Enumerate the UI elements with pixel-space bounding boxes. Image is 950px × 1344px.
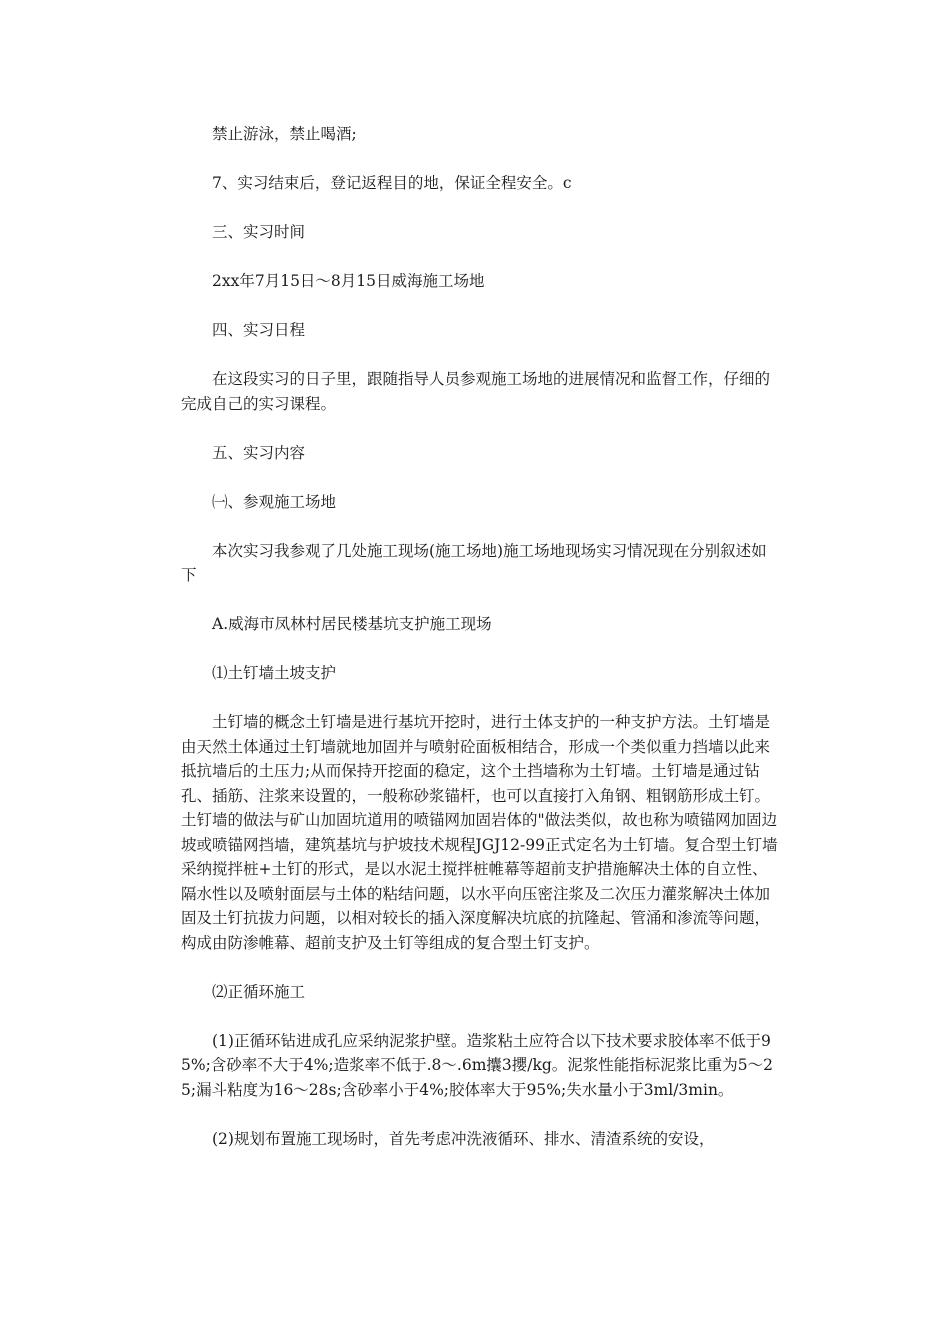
document-body [181,122,781,1176]
paragraph: 土钉墙的概念土钉墙是进行基坑开挖时，进行土体支护的一种支护方法。土钉墙是由天然土体通过土钉墙就地加固并与喷射砼面板相结合，形成一个类似重力挡墙以此来抵抗墙后的土压力;从而保持开挖面的稳定，这个土挡墙称为土钉墙。土钉墙是通过钻孔、插筋、注浆来设置的，一般称砂浆锚杆，也可以直接打入角钢、粗钢筋形成土钉。土钉墙的做法与矿山加固坑道用的喷锚网加固岩体的"做法类似，故也称为喷锚网加固边坡或喷锚网挡墙，建筑基坑与护坡技术规程JGJ12-99正式定名为土钉墙。复合型土钉墙采纳搅拌桩+土钉的形式，是以水泥土搅拌桩帷幕等超前支护措施解决土体的自立性、隔水性以及喷射面层与土体的粘结问题，以水平向压密注浆及二次压力灌浆解决土体加固及土钉抗拔力问题，以相对较长的插入深度解决坑底的抗隆起、管涌和渗流等问题，构成由防渗帷幕、超前支护及土钉等组成的复合型土钉支护。 [181,713,778,952]
section-heading: 三、实习时间 [212,223,306,241]
paragraph: 2xx年7月15日～8月15日威海施工场地 [212,272,485,290]
subsection-heading: ⑴土钉墙土坡支护 [212,664,337,682]
paragraph: (2)规划布置施工现场时，首先考虑冲洗液循环、排水、清渣系统的安设， [212,1129,715,1148]
paragraph: (1)正循环钻进成孔应采纳泥浆护壁。造浆粘土应符合以下技术要求胶体率不低于95%;含砂率不大于4%;造浆率不低于.8～.6m攮3攖/kg。泥浆性能指标泥浆比重为5～25;漏斗粘度为16～28s;含砂率小于4%;胶体率大于95%;失水量小于3ml/3min。 [181,1031,774,1099]
subsection-heading: ⑵正循环施工 [212,982,306,1001]
paragraph: 7、实习结束后，登记返程目的地，保证全程安全。c [212,174,572,192]
section-heading: 五、实习内容 [212,443,306,462]
subsection-heading: ㈠、参观施工场地 [212,492,337,511]
subsection-heading: A.威海市凤林村居民楼基坑支护施工现场 [212,615,492,633]
paragraph: 禁止游泳，禁止喝酒; [212,125,357,143]
paragraph: 在这段实习的日子里，跟随指导人员参观施工场地的进展情况和监督工作，仔细的完成自己的实习课程。 [181,370,771,413]
paragraph: 本次实习我参观了几处施工现场(施工场地)施工场地现场实习情况现在分别叙述如下 [181,541,767,584]
section-heading: 四、实习日程 [212,321,306,339]
